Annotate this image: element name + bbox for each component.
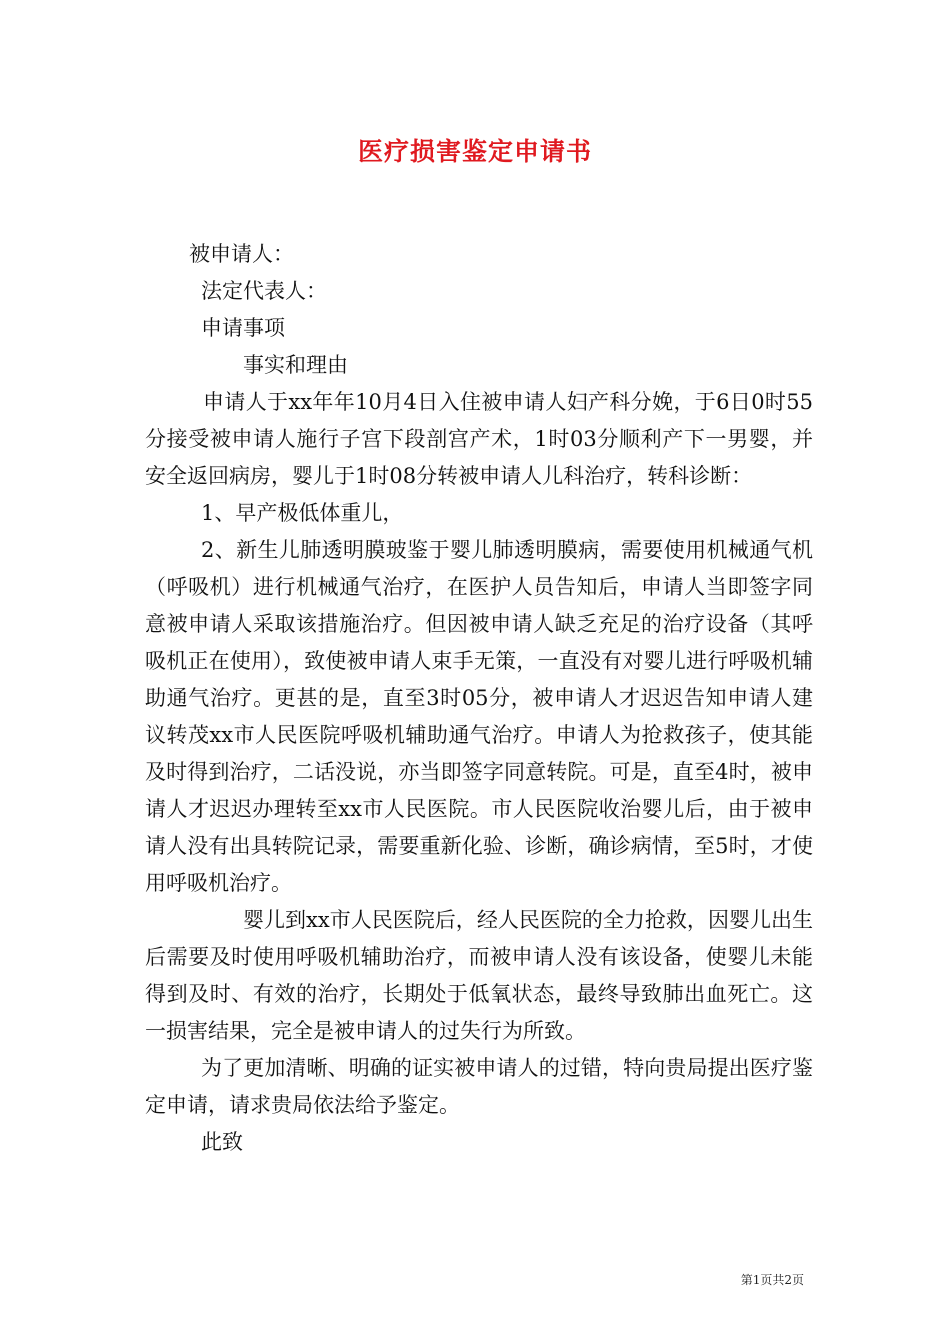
document-body (145, 236, 813, 1161)
paragraph-request: 为了更加清晰、明确的证实被申请人的过错，特向贵局提出医疗鉴定申请，请求贵局依法给予鉴定。 (145, 1056, 813, 1117)
legal-representative-label: 法定代表人： (201, 279, 327, 303)
paragraph-diagnosis-1: 1、早产极低体重儿， (201, 501, 404, 525)
paragraph-diagnosis-2: 2、新生儿肺透明膜玻鉴于婴儿肺透明膜病，需要使用机械通气机（呼吸机）进行机械通气治疗，在医护人员告知后，申请人当即签字同意被申请人采取该措施治疗。但因被申请人缺乏充足的治疗设备（其呼吸机正在使用），致使被申请人束手无策，一直没有对婴儿进行呼吸机辅助通气治疗。更甚的是，直至3时05分，被申请人才迟迟告知申请人建议转茂xx市人民医院呼吸机辅助通气治疗。申请人为抢救孩子，使其能及时得到治疗，二话没说，亦当即签字同意转院。可是，直至4时，被申请人才迟迟办理转至xx市人民医院。市人民医院收治婴儿后，由于被申请人没有出具转院记录，需要重新化验、诊断，确诊病情，至5时，才使用呼吸机治疗。 (145, 538, 813, 895)
request-items-label: 申请事项 (201, 316, 285, 340)
respondent-label: 被申请人： (189, 242, 294, 266)
facts-heading: 事实和理由 (243, 353, 348, 377)
page-footer: 第1页共2页 (740, 1273, 804, 1287)
document-title: 医疗损害鉴定申请书 (357, 137, 592, 166)
paragraph-outcome: 婴儿到xx市人民医院后，经人民医院的全力抢救，因婴儿出生后需要及时使用呼吸机辅助治疗，而被申请人没有该设备，使婴儿未能得到及时、有效的治疗，长期处于低氧状态，最终导致肺出血死亡。这一损害结果，完全是被申请人的过失行为所致。 (145, 908, 813, 1043)
closing-salutation: 此致 (201, 1130, 243, 1154)
paragraph-admission: 申请人于xx年年10月4日入住被申请人妇产科分娩，于6日0时55分接受被申请人施行子宫下段剖宫产术，1时03分顺利产下一男婴，并安全返回病房，婴儿于1时08分转被申请人儿科治疗，转科诊断： (145, 390, 813, 488)
